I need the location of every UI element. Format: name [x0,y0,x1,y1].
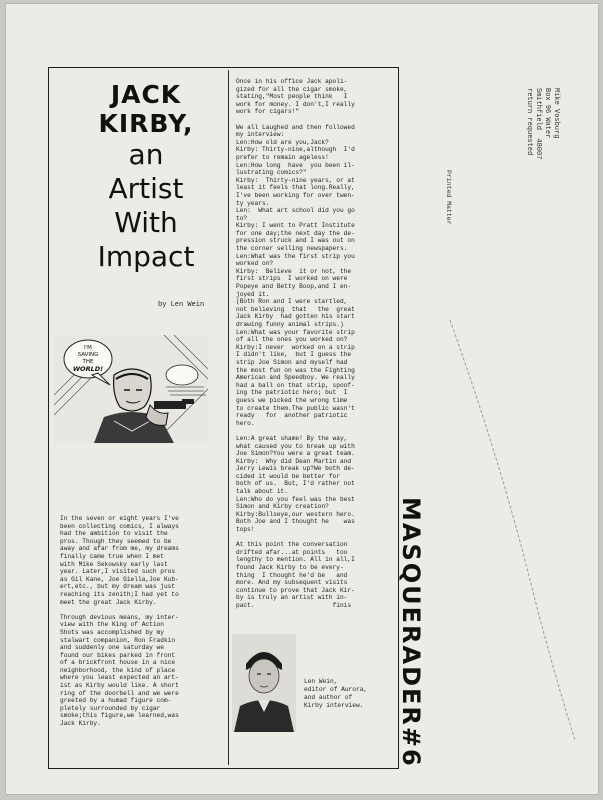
balloon-line-4: WORLD! [72,365,104,373]
printed-matter-label: Printed Matter [445,170,452,225]
title-line-4: Artist [108,172,184,205]
article-text-right: Once in his office Jack apoli- gized for all the cigar smoke, stating,"Most people think I work for money. I don't,I really work for cigars!" We all Laughed and then followed my interview: Len:How old are you,Jack? Kirby: Thirty-nine,although I'd prefer to remain ageless! Len:How long have you been il- lustrating comics?" Kirby: Thirty-nine years, or at least it feels that long.Really, I've been working for over twen- ty years. Len: What art school did you go to? Kirby: I went to Pratt Institute for one day;the next day the de- pression struck and I was out on the corner selling newspapers. Len:What was the first strip you worked on? Kirby: Believe it or not, the first strips I worked on were Popeye and Betty Boop,and I en- joyed it. (Both Ron and I were startled, not believing that the great Jack Kirby had gotten his start drawing funny animal strips.) Len:What was your favorite strip of all the ones you worked on? Kirby:I never worked on a strip I didn't like, but I guess the strip Joe Simon and myself had the most fun on was the Fighting American and Speedboy. We really had a ball on that strip, spoof- ing the patriotic hero; but I guess we picked the wrong time to create them.The public wasn't ready for another patriotic hero. Len:A great shame! By the way, what caused you to break up with Joe Simon?You were a great team. Kirby: Why did Dean Martin and Jerry Lewis break up?We both de- cided it would be better for both of us. But, I'd rather not talk about it. Len:Who do you feel was the best Simon and Kirby creation? Kirby:Bullseye,our western hero. Both Joe and I thought he was tops! At this point the conversation drifted afar...at points too lengthy to mention. All in all,I found Jack Kirby to be every- thing I thought he'd be and more. And my subsequent visits continue to prove that Jack Kir- by is truly an artist with in- pact. finis [236,78,355,609]
article-text-left: In the seven or eight years I've been collecting comics, I always had the ambition to visit the pros. Though they seemed to be away and afar from me, my dreams finally came true when I met with Mike Sekowsky early last year. Later,I visited such pros as Gil Kane, Joe Giella,Joe Kub- ert,etc., but my dream was just reaching its zenith;I had yet to meet the great Jack Kirby. Through devious means, my inter- view with the King of Action Shots was accomplished by my stalwart companion, Ron Fradkin and suddenly one saturday we found our bikes parked in front of a brickfront house in a nice neighborhood, the kind of place where you least expected an art- ist as Kirby would like. A short ring of the doorbell and we were greeted by a humad figure com- pletely surrounded by cigar smoke;this figure,we learned,was Jack Kirby. [60,515,179,728]
balloon-line-2: SAVING [77,352,99,358]
masthead-vertical: MASQUERADER#6 [397,497,425,768]
title-line-1: JACK [110,80,182,109]
author-portrait [232,634,296,732]
balloon-line-3: THE [82,359,94,365]
author-photo [232,634,296,732]
comic-illustration [54,335,208,443]
title-line-3: an [128,138,164,171]
comic-art [54,335,208,443]
title-line-2: KIRBY, [98,109,194,138]
title-line-6: Impact [97,240,195,273]
column-divider [228,70,229,765]
photo-caption: Len Wein, editor of Aurora, and author of Kirby interview. [304,678,368,709]
byline: by Len Wein [158,301,205,309]
paper-crease [440,320,580,740]
article-title [76,80,216,274]
balloon-line-1: I'M [84,345,92,351]
title-line-5: With [114,206,178,239]
mailing-address: Mike Vosburg Box 96 Water Smithfield 48007 return requested [525,88,560,160]
